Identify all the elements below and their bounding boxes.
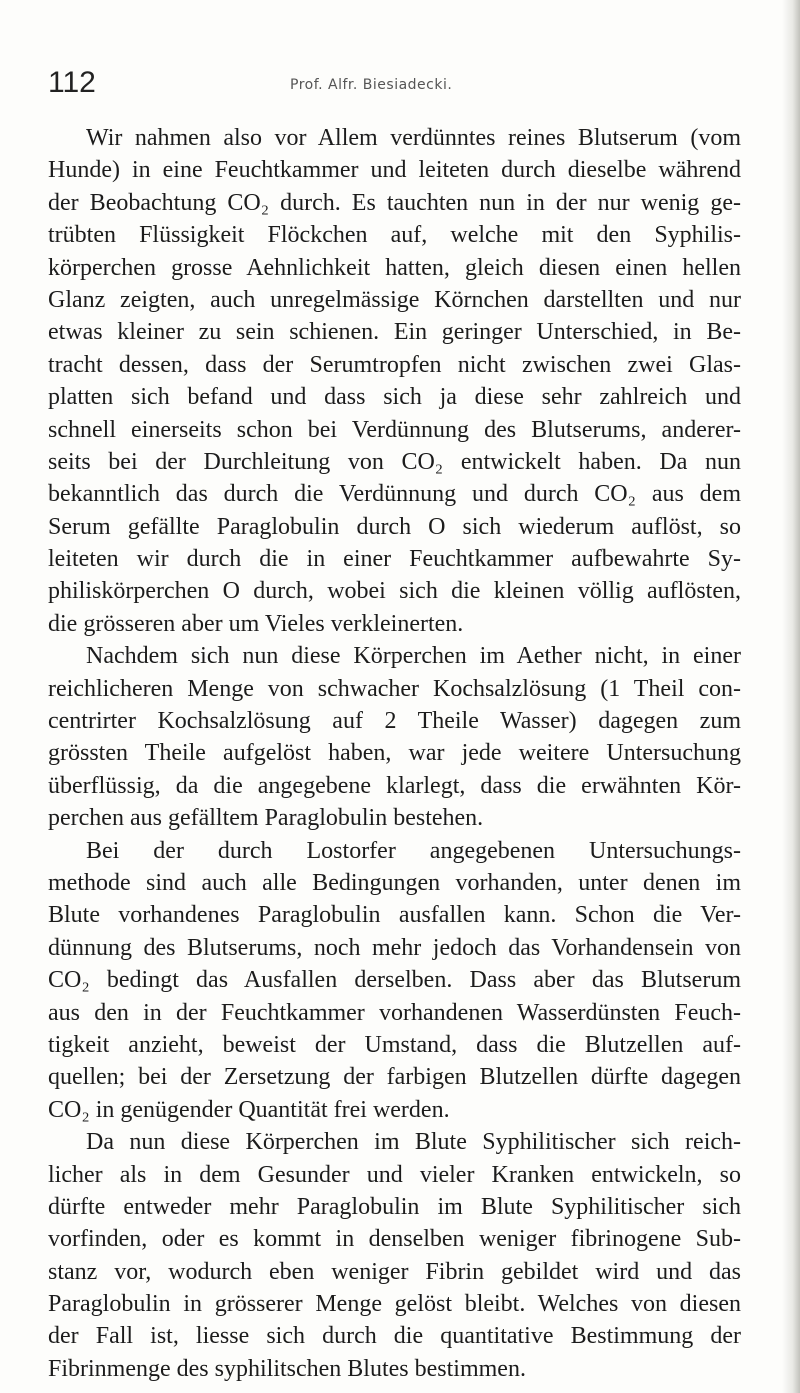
text-line: der Beobachtung CO₂ durch. Es tauchten nun in der nur wenig ge- <box>48 189 741 216</box>
text-line: aus den in der Feuchtkammer vorhandenen Wasserdünsten Feuch- <box>48 999 741 1026</box>
text-line: CO₂ in genügender Quantität frei werden. <box>48 1096 450 1123</box>
page-edge-shadow <box>782 0 800 1393</box>
text-line: stanz vor, wodurch eben weniger Fibrin gebildet wird und das <box>48 1258 741 1285</box>
text-line: körperchen grosse Aehnlichkeit hatten, gleich diesen einen hellen <box>48 254 741 281</box>
text-line: Wir nahmen also vor Allem verdünntes reines Blutserum (vom <box>86 125 741 151</box>
text-line: CO₂ bedingt das Ausfallen derselben. Dass aber das Blutserum <box>48 967 741 994</box>
running-title: Prof. Alfr. Biesiadecki. <box>290 77 453 93</box>
text-line: dünnung des Blutserums, noch mehr jedoch das Vorhandensein von <box>48 934 741 961</box>
text-line: seits bei der Durchleitung von CO₂ entwickelt haben. Da nun <box>48 448 741 475</box>
body-text <box>48 122 741 1385</box>
text-line: vorfinden, oder es kommt in denselben weniger fibrinogene Sub- <box>48 1226 741 1253</box>
text-line: platten sich befand und dass sich ja diese sehr zahlreich und <box>48 384 741 411</box>
text-line: Glanz zeigten, auch unregelmässige Körnchen darstellten und nur <box>48 286 741 313</box>
text-line: Da nun diese Körperchen im Blute Syphilitischer sich reich- <box>86 1129 741 1156</box>
text-line: grössten Theile aufgelöst haben, war jede weitere Untersuchung <box>48 740 741 767</box>
text-line: Paraglobulin in grösserer Menge gelöst bleibt. Welches von diesen <box>48 1291 741 1318</box>
text-line: die grösseren aber um Vieles verkleinerten. <box>48 610 464 637</box>
paragraph <box>48 835 741 1127</box>
text-line: tracht dessen, dass der Serumtropfen nicht zwischen zwei Glas- <box>48 351 741 378</box>
text-line: Nachdem sich nun diese Körperchen im Aether nicht, in einer <box>86 643 741 670</box>
text-line: quellen; bei der Zersetzung der farbigen Blutzellen dürfte dagegen <box>48 1064 741 1091</box>
text-line: methode sind auch alle Bedingungen vorhanden, unter denen im <box>48 869 741 896</box>
text-line: trübten Flüssigkeit Flöckchen auf, welche mit den Syphilis- <box>48 222 741 249</box>
text-line: licher als in dem Gesunder und vieler Kranken entwickeln, so <box>48 1161 741 1188</box>
paragraph <box>48 1126 741 1385</box>
paragraph <box>48 122 741 640</box>
text-line: Serum gefällte Paraglobulin durch O sich wiederum auflöst, so <box>48 513 741 540</box>
text-line: schnell einerseits schon bei Verdünnung des Blutserums, anderer- <box>48 416 741 443</box>
text-line: Blute vorhandenes Paraglobulin ausfallen kann. Schon die Ver- <box>48 902 741 929</box>
text-line: Hunde) in eine Feuchtkammer und leiteten durch dieselbe während <box>48 157 741 184</box>
text-line: etwas kleiner zu sein schienen. Ein geringer Unterschied, in Be- <box>48 319 741 346</box>
text-line: bekanntlich das durch die Verdünnung und durch CO₂ aus dem <box>48 481 741 508</box>
text-line: dürfte entweder mehr Paraglobulin im Blute Syphilitischer sich <box>48 1193 741 1220</box>
text-line: überflüssig, da die angegebene klarlegt, dass die erwähnten Kör- <box>48 772 741 799</box>
text-line: Fibrinmenge des syphilitschen Blutes bestimmen. <box>48 1355 526 1382</box>
paragraph <box>48 640 741 834</box>
text-line: philiskörperchen O durch, wobei sich die kleinen völlig auflösten, <box>48 578 741 605</box>
running-head <box>48 66 748 106</box>
text-line: centrirter Kochsalzlösung auf 2 Theile Wasser) dagegen zum <box>48 708 741 735</box>
text-line: tigkeit anzieht, beweist der Umstand, dass die Blutzellen auf- <box>48 1031 741 1058</box>
text-line: reichlicheren Menge von schwacher Kochsalzlösung (1 Theil con- <box>48 675 741 702</box>
text-line: Bei der durch Lostorfer angegebenen Untersuchungs- <box>86 837 741 864</box>
text-line: leiteten wir durch die in einer Feuchtkammer aufbewahrte Sy- <box>48 546 741 573</box>
page-number: 112 <box>48 66 96 99</box>
text-line: perchen aus gefälltem Paraglobulin bestehen. <box>48 805 484 832</box>
text-line: der Fall ist, liesse sich durch die quantitative Bestimmung der <box>48 1323 741 1350</box>
